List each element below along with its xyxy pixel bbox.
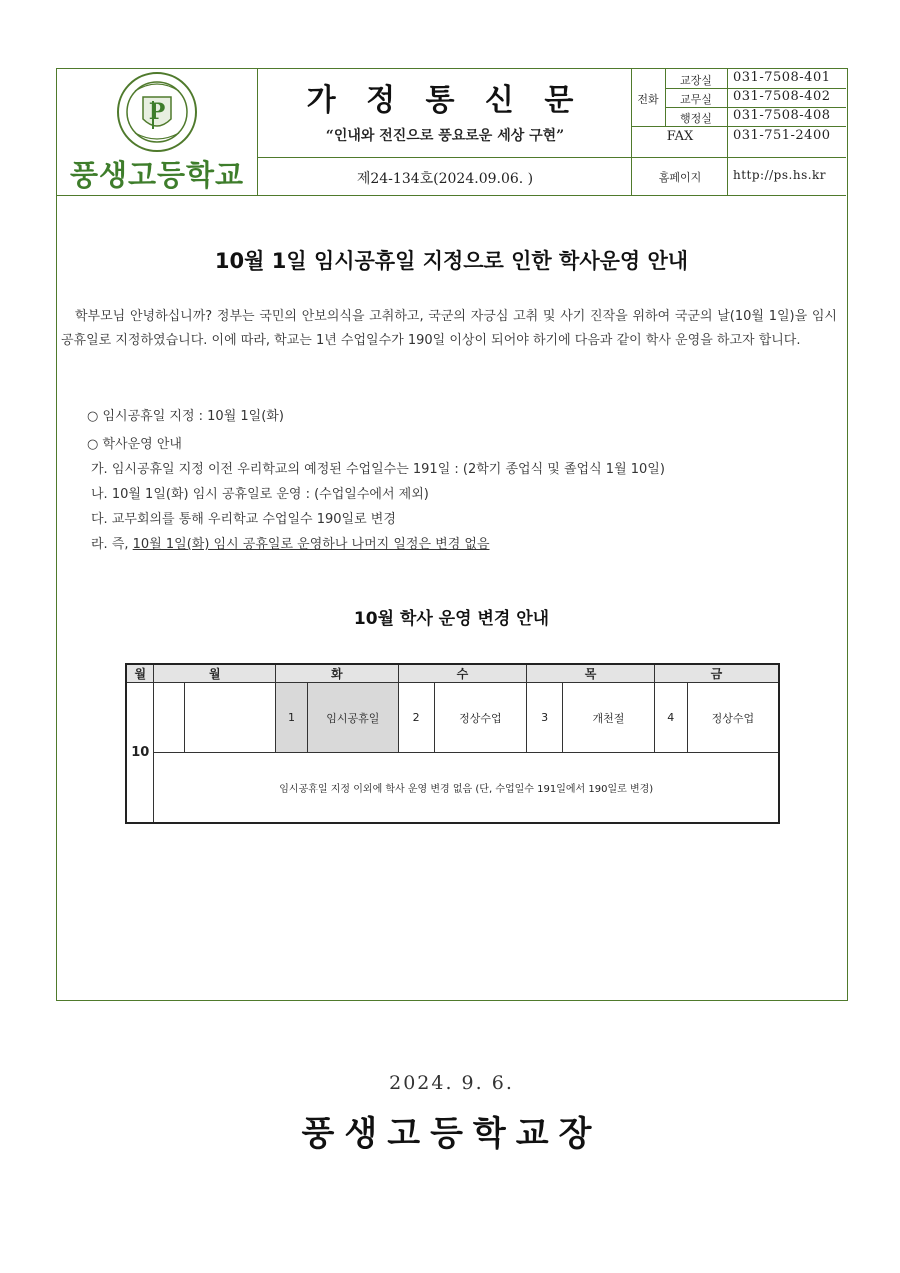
- day-number: 2: [398, 683, 434, 753]
- day-text: 개천절: [563, 683, 655, 753]
- svg-text:P: P: [148, 99, 166, 125]
- bullet-academic: ○ 학사운영 안내: [87, 437, 182, 452]
- intro-paragraph: [61, 305, 837, 353]
- header-friday: 금: [654, 664, 779, 683]
- list-item-underlined: 10월 1일(화) 임시 공휴일로 운영하나 나머지 일정은 변경 없음: [132, 537, 490, 552]
- header-thursday: 목: [527, 664, 655, 683]
- fax-label: FAX: [666, 129, 694, 144]
- list-item: 나. 10월 1일(화) 임시 공휴일로 운영 : (수업일수에서 제외): [91, 487, 429, 502]
- month-cell: 10: [126, 683, 154, 823]
- header-monday: 월: [154, 664, 276, 683]
- contact-number: 031-7508-401: [733, 70, 831, 85]
- intro-text: 학부모님 안녕하십니까? 정부는 국민의 안보의식을 고취하고, 국군의 자긍심 고취 및 사기 진작을 위하여 국군의 날(10월 1일)을 임시공휴일로 지정하였습니다. 이에 따라, 학교는 1년 수업일수가 190일 이상이 되어야 하기에 다음과 같이 학사 운영을 하고자 합니다.: [61, 309, 837, 348]
- contact-number: 031-7508-402: [733, 89, 831, 104]
- phone-label: 전화: [637, 93, 659, 106]
- letterhead: [57, 69, 846, 196]
- homepage-url[interactable]: http://ps.hs.kr: [733, 168, 827, 182]
- day-number: [154, 683, 185, 753]
- contact-label: 행정실: [680, 112, 712, 125]
- calendar-table: [125, 663, 780, 824]
- list-item-prefix: 라. 즉,: [91, 537, 133, 552]
- issue-number: 제24-134호(2024.09.06. ): [356, 171, 534, 187]
- header-month: 월: [126, 664, 154, 683]
- principal-signature: 풍생고등학교장: [301, 1114, 602, 1154]
- document-title: 가 정 통 신 문: [306, 83, 584, 118]
- fax-number: 031-751-2400: [733, 128, 831, 143]
- day-text: 정상수업: [687, 683, 779, 753]
- document-frame: [56, 68, 848, 1154]
- day-text-holiday: 임시공휴일: [307, 683, 398, 753]
- list-item: 다. 교무회의를 통해 우리학교 수업일수 190일로 변경: [91, 512, 396, 527]
- school-emblem-icon: [113, 71, 201, 153]
- issue-date: 2024. 9. 6.: [389, 1072, 514, 1094]
- table-title: 10월 학사 운영 변경 안내: [353, 609, 550, 629]
- notice-heading: 10월 1일 임시공휴일 지정으로 인한 학사운영 안내: [214, 249, 689, 273]
- school-name: 풍생고등학교: [69, 158, 245, 192]
- school-slogan: “인내와 전진으로 풍요로운 세상 구현”: [325, 128, 565, 144]
- homepage-label: 홈페이지: [658, 171, 702, 184]
- contact-number: 031-7508-408: [733, 108, 831, 123]
- header-wednesday: 수: [398, 664, 527, 683]
- bullet-holiday: ○ 임시공휴일 지정 : 10월 1일(화): [87, 409, 284, 424]
- contact-label: 교장실: [680, 74, 712, 87]
- header-tuesday: 화: [276, 664, 399, 683]
- day-number: 3: [527, 683, 563, 753]
- calendar-note: 임시공휴일 지정 이외에 학사 운영 변경 없음 (단, 수업일수 191일에서 190일로 변경): [154, 753, 779, 823]
- list-item: 가. 임시공휴일 지정 이전 우리학교의 예정된 수업일수는 191일 : (2학기 종업식 및 졸업식 1월 10일): [91, 462, 665, 477]
- contact-label: 교무실: [680, 93, 712, 106]
- day-number: 1: [276, 683, 308, 753]
- day-text: 정상수업: [434, 683, 527, 753]
- day-number: 4: [654, 683, 687, 753]
- day-text: [185, 683, 276, 753]
- list-item: [91, 533, 490, 552]
